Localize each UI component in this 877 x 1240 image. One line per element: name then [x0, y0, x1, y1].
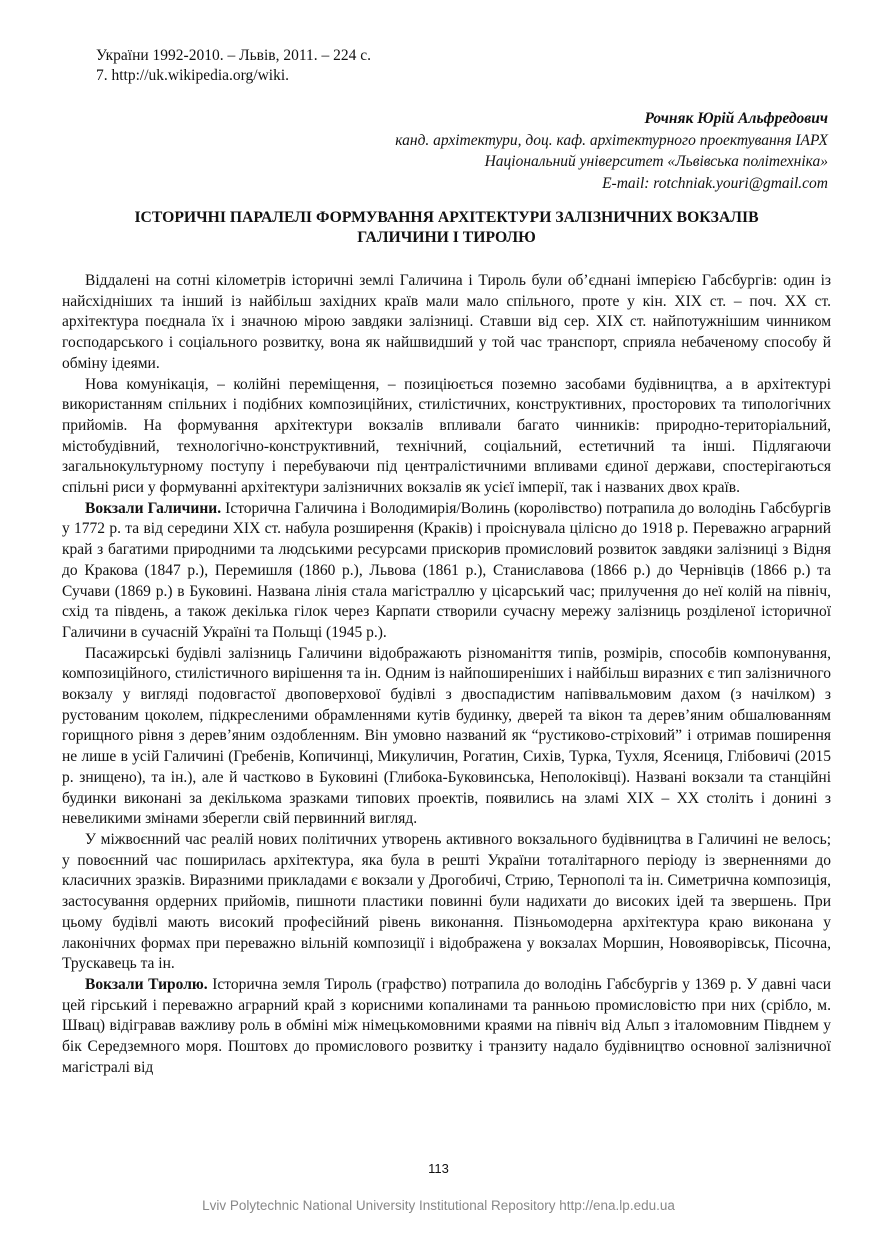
page-number: 113 — [428, 1161, 449, 1176]
paragraph-text: Нова комунікація, – колійні переміщення, – позиціюється поземно засобами будівництва, а в архітектурі використанням спільних і подібних композиційних, стилістичних, конструктивних, просторових та типологічних прийомів. На формування архітектури вокзалів впливали багато чинників: природно-територіальний, містобудівний, технологічно-конструктивний, технічний, соціальний, естетичний та інші. Підлягаючи загальнокультурному поступу і перебуваючи під централістичними впливами єдиної держави, спостерігаються спільні риси у формуванні архітектури залізничних вокзалів як усієї імперії, так і названих двох країв. — [62, 375, 831, 497]
paragraph — [62, 830, 831, 975]
author-university: Національний університет «Львівська політехніка» — [484, 153, 828, 170]
reference-line: України 1992-2010. – Львів, 2011. – 224 с. — [96, 47, 372, 64]
paragraph-text: Пасажирські будівлі залізниць Галичини відображають різноманіття типів, розмірів, способів компонування, композиційного, стилістичного вирішення та ін. Одним із найпоширеніших і найбільш виразних є тип залізничного вокзалу у вигляді подовгастої двоповерхової будівлі з двоспадистим напіввальмовим дахом (з начілком) з рустованим цоколем, підкресленими обрамленнями кутів будинку, дверей та вікон та дерев’яним обшалюванням горищного рівня з дерев’яним оздобленням. Він умовно названий як “рустиково-стріховий” і отримав поширення не лише в усій Галичині (Гребенів, Копичинці, Микуличин, Рогатин, Сихів, Турка, Тухля, Ясениця, Глібовичі (2015 р. знищено), та ін.), але й частково в Буковині (Глибока-Буковинська, Неполоківці). Названі вокзали та станційні будинки виконані за декількома зразками типових проектів, появились на зламі ХІХ – ХХ століть і донині з невеликими змінами зберегли свій первинний вигляд. — [62, 644, 831, 828]
paragraph-text: Віддалені на сотні кілометрів історичні землі Галичина і Тироль були об’єднані імперією Габсбургів: один із найсхідніших та інший із найбільш західних країв мали мало спільного, проте у кін. ХІХ ст. – поч. ХХ ст. архітектура поєднала їх і значною мірою завдяки залізниці. Ставши від сер. ХІХ ст. найпотужнішим чинником господарського і соціального розвитку, вона як найшвидший у той час транспорт, сприяла небаченому способу й обміну ідеями. — [62, 272, 831, 372]
paragraph-text: Історична земля Тироль (графство) потрапила до володінь Габсбургів у 1369 р. У давні часи цей гірський і переважно аграрний край з корисними копалинами та ранньою промисловістю при них (срібло, м. Швац) відігравав важливу роль в обміні між німецькомовними краями на північ від Альп з італомовним Півднем у бік Середземного моря. Поштовх до промислового розвитку і транзиту надало будівництво основної залізничної магістралі від — [62, 975, 831, 1076]
paragraph — [62, 975, 831, 1079]
paragraph — [62, 271, 831, 375]
reference-line: 7. http://uk.wikipedia.org/wiki. — [96, 67, 290, 84]
author-email: E-mail: rotchniak.youri@gmail.com — [602, 174, 828, 192]
title-line: ІСТОРИЧНІ ПАРАЛЕЛІ ФОРМУВАННЯ АРХІТЕКТУРИ ЗАЛІЗНИЧНИХ ВОКЗАЛІВ — [134, 209, 759, 226]
article-body — [62, 271, 831, 1078]
references — [96, 46, 371, 86]
paragraph-lead: Вокзали Тиролю. — [85, 975, 208, 993]
paragraph — [62, 375, 831, 499]
article-title — [62, 208, 831, 248]
author-position: канд. архітектури, доц. каф. архітектурного проектування ІАРХ — [395, 131, 828, 149]
paragraph-text: Історична Галичина і Володимирія/Волинь (королівство) потрапила до володінь Габсбургів у 1772 р. та від середини ХІХ ст. набула розширення (Краків) і проіснувала цілісно до 1918 р. Переважно аграрний край з багатими природними та людськими ресурсами прискорив промисловий розвиток завдяки залізниці з Відня до Кракова (1847 р.), Перемишля (1860 р.), Львова (1861 р.), Станиславова (1866 р.) до Чернівців (1866 р.) та Сучави (1869 р.) в Буковині. Названа лінія стала магістраллю у цісарський час; прилучення до неї колій на північ, схід та південь, а також декілька гілок через Карпати створили сучасну мережу залізниць розділеної історичної Галичини в сучасній Україні та Польщі (1945 р.). — [62, 499, 832, 641]
title-line: ГАЛИЧИНИ І ТИРОЛЮ — [357, 229, 536, 246]
repository-footer: Lviv Polytechnic National University Institutional Repository http://ena.lp.edu.ua — [202, 1198, 675, 1213]
author-name: Рочняк Юрій Альфредович — [644, 110, 828, 127]
paragraph — [62, 499, 831, 644]
paragraph-text: У міжвоєнний час реалій нових політичних утворень активного вокзального будівництва в Галичині не велось; у повоєнний час поширилась архітектура, яка була в решті України тоталітарного періоду із зверненнями до класичних зразків. Виразними прикладами є вокзали у Дрогобичі, Стрию, Тернополі та ін. Симетрична композиція, застосування ордерних прийомів, пишноти пластики повинні були надихати до високих ідей та звершень. При цьому будівлі мають високий професійний рівень виконання. Пізньомодерна архітектура краю виконана у лаконічних формах при переважно вільній композиції і відображена у вокзалах Моршин, Новояворівськ, Пісочна, Трускавець та ін. — [62, 830, 831, 973]
paragraph — [62, 644, 831, 830]
paragraph-lead: Вокзали Галичини. — [85, 499, 222, 517]
author-block — [395, 108, 828, 194]
